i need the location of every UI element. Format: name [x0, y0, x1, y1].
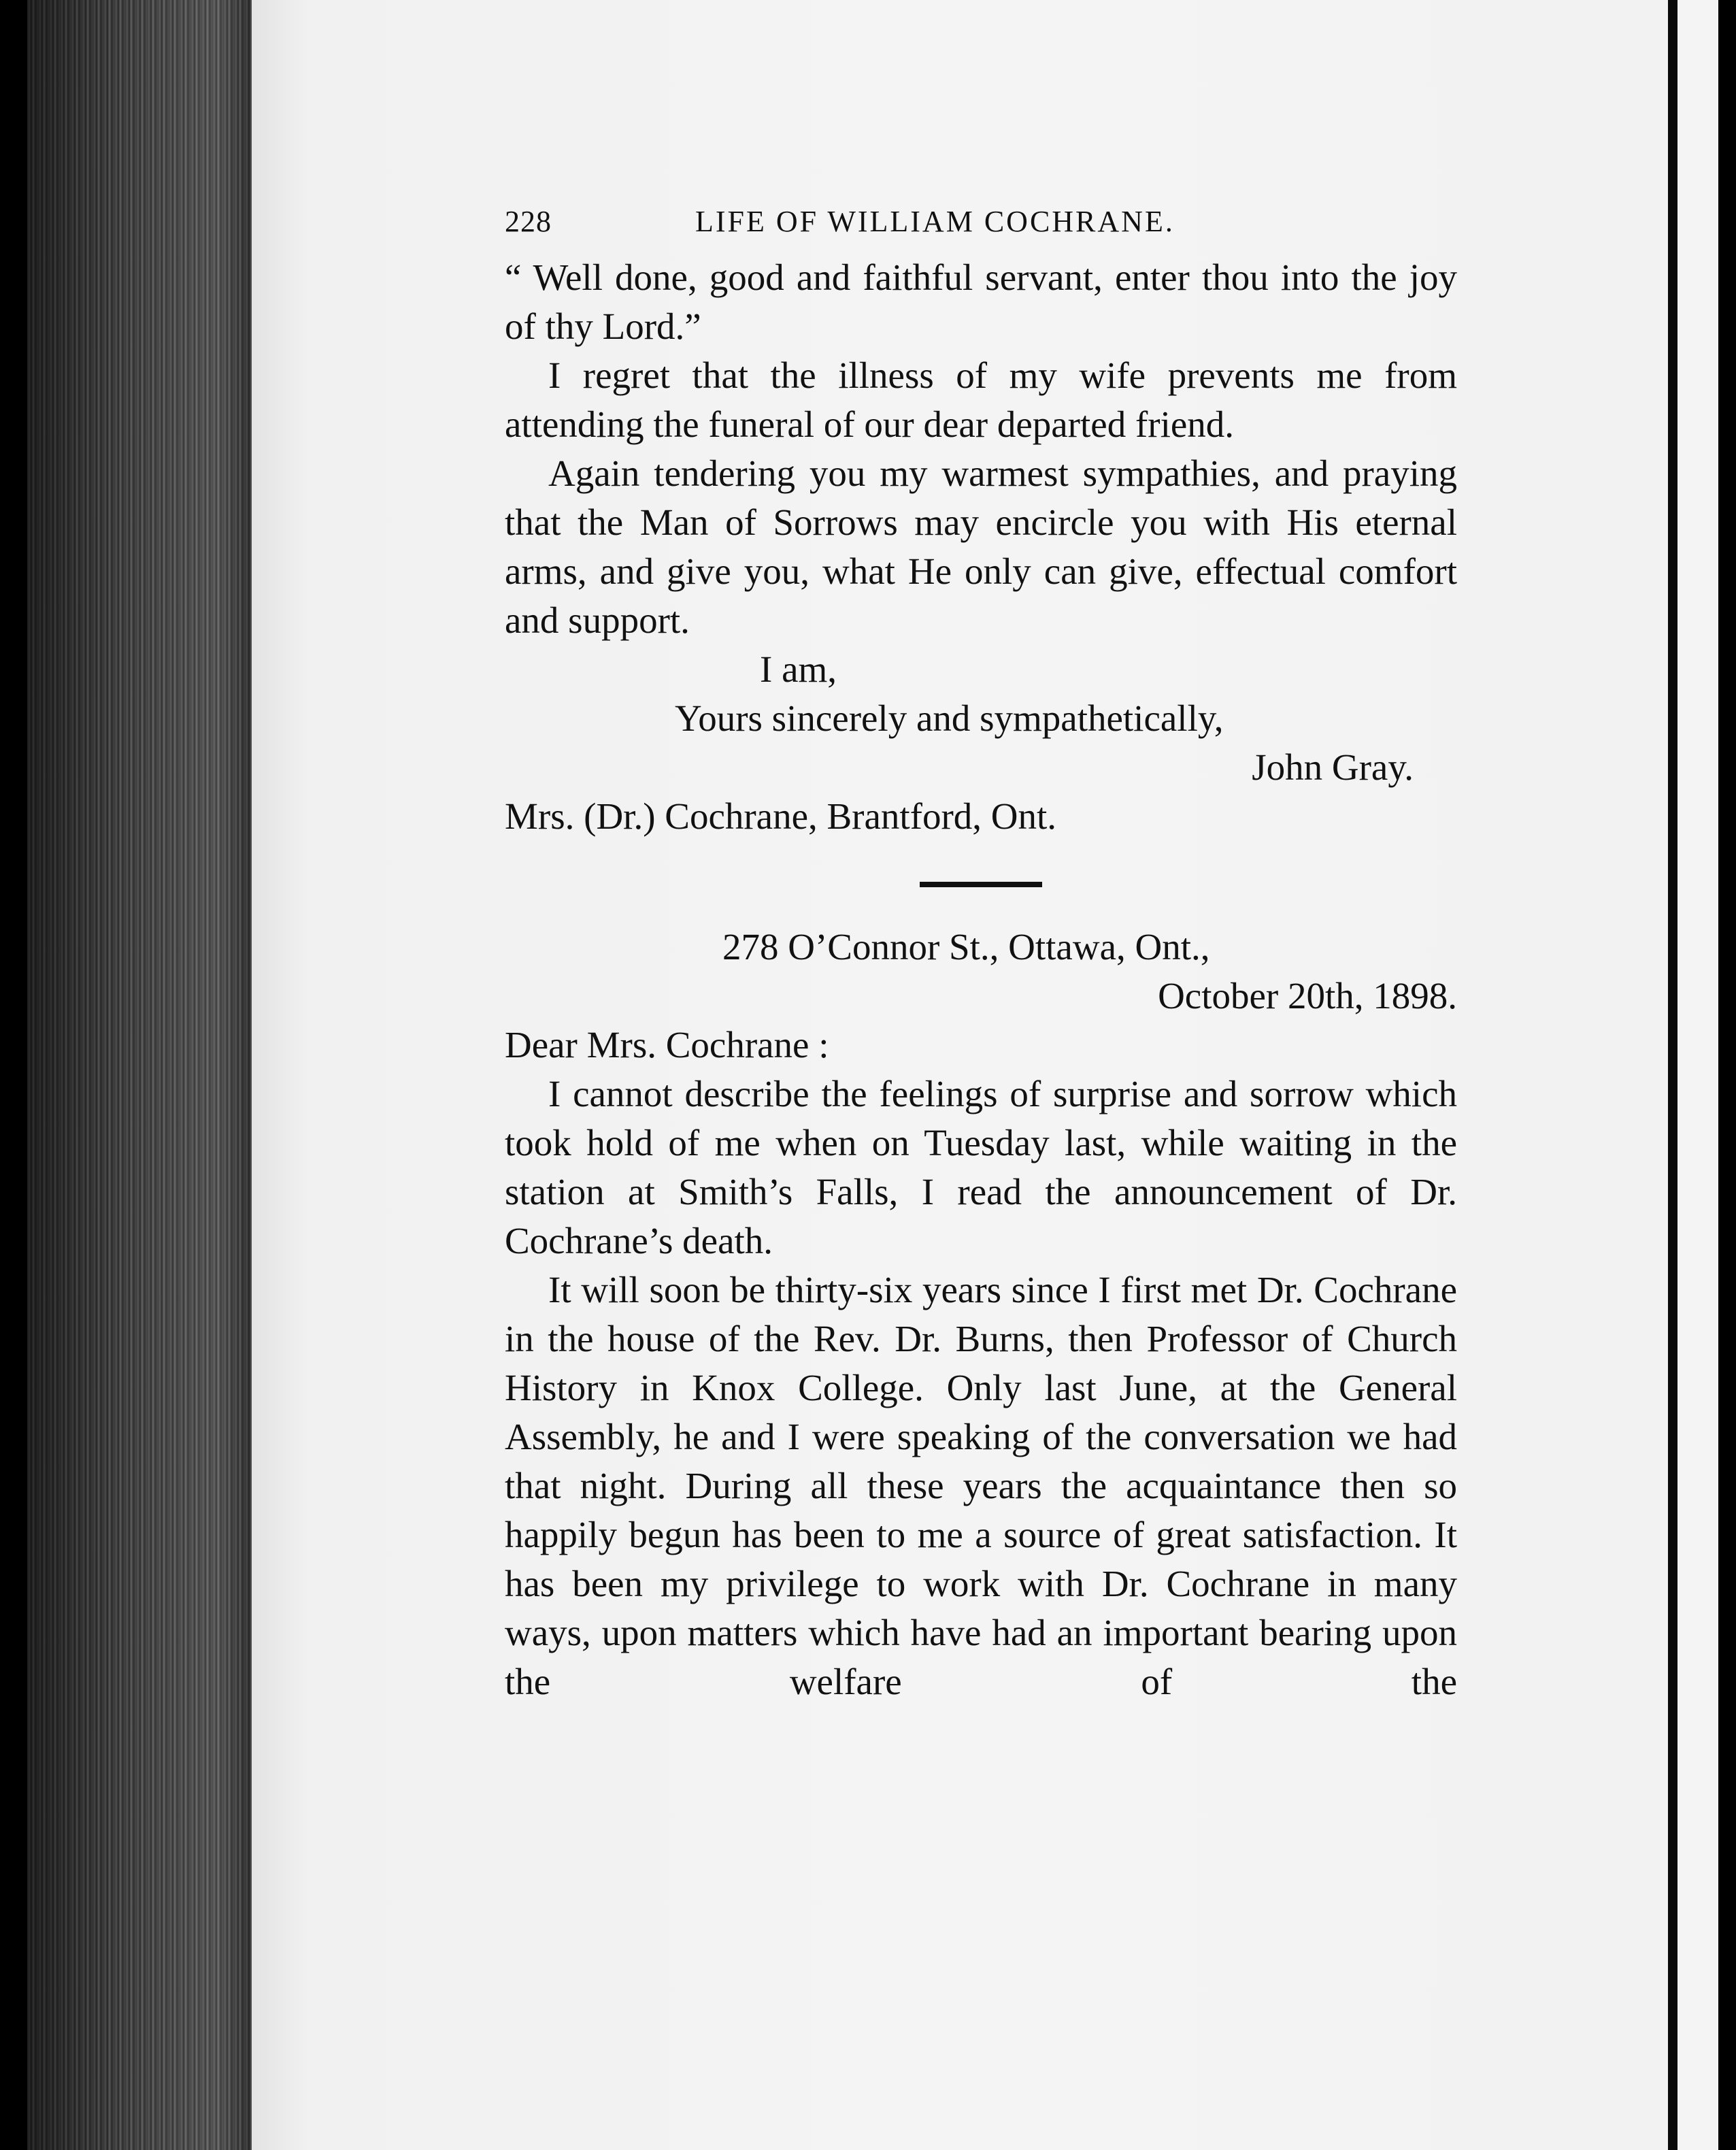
facing-page-edge — [1677, 0, 1718, 2150]
section-divider-rule — [920, 882, 1042, 887]
letter2-surprise-paragraph: I cannot describe the feelings of surprise and sorrow which took hold of me when on Tuesday last, while waiting in the station at Smith’s Falls, I read the announcement of Dr. Cochrane’s death. — [505, 1073, 1457, 1261]
letter1-closing-i-am: I am, — [760, 648, 837, 690]
letter2-date: October 20th, 1898. — [1158, 975, 1457, 1016]
letter1-addressee: Mrs. (Dr.) Cochrane, Brantford, Ont. — [505, 795, 1057, 837]
letter1-signature: John Gray. — [1252, 746, 1414, 788]
letter1-sympathy-paragraph: Again tendering you my warmest sympathies, and praying that the Man of Sorrows may encircle you with His eternal arms, and give you, what He only can give, effectual comfort and support. — [505, 452, 1457, 641]
letter1-quote-paragraph: “ Well done, good and faithful servant, enter thou into the joy of thy Lord.” — [505, 257, 1457, 347]
running-header — [505, 197, 1457, 246]
page-gutter-shadow — [1668, 0, 1677, 2150]
book-page-edges — [27, 0, 252, 2150]
letter1-regret-paragraph: I regret that the illness of my wife prevents me from attending the funeral of our dear departed friend. — [505, 354, 1457, 445]
letter1-closing-yours: Yours sincerely and sympathetically, — [675, 697, 1224, 739]
letter2-acquaintance-paragraph: It will soon be thirty-six years since I first met Dr. Cochrane in the house of the Rev. Dr. Burns, then Professor of Church History in Knox College. Only last June, at the General Assembly, he and I were speaking of the conversation we had that night. During all these years the acquaintance then so happily begun has been to me a source of great satisfaction. It has been my privilege to work with Dr. Cochrane in many ways, upon matters which have had an important bearing upon the welfare of the — [505, 1269, 1457, 1702]
letter2-salutation: Dear Mrs. Cochrane : — [505, 1024, 829, 1065]
letter2-address: 278 O’Connor St., Ottawa, Ont., — [722, 926, 1210, 968]
page-text — [505, 197, 1457, 1706]
page-number: 228 — [505, 205, 552, 238]
running-title: LIFE OF WILLIAM COCHRANE. — [695, 205, 1175, 238]
